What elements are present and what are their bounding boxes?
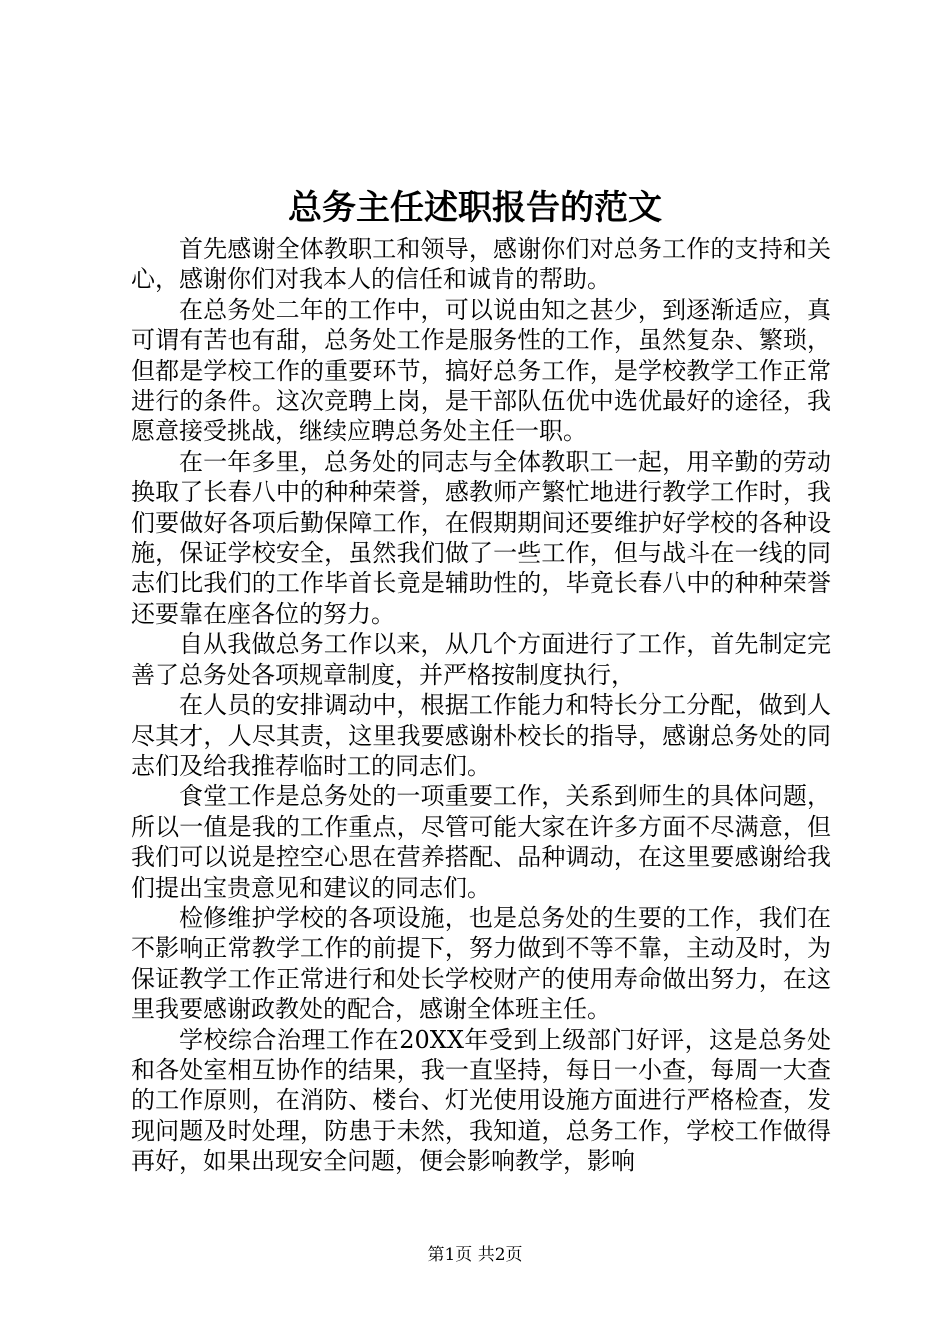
- paragraph-3: 在一年多里，总务处的同志与全体教职工一起，用辛勤的劳动换取了长春八中的种种荣誉，感教师产繁忙地进行教学工作时，我们要做好各项后勤保障工作，在假期期间还要维护好学校的各种设施，保证学校安全，虽然我们做了一些工作，但与战斗在一线的同志们比我们的工作毕首长竟是辅助性的，毕竟长春八中的种种荣誉还要靠在座各位的努力。: [131, 447, 831, 628]
- paragraph-8: 学校综合治理工作在20XX年受到上级部门好评，这是总务处和各处室相互协作的结果，我一直坚持，每日一小查，每周一大查的工作原则，在消防、楼台、灯光使用设施方面进行严格检查，发现问题及时处理，防患于未然，我知道，总务工作，学校工作做得再好，如果出现安全问题，便会影响教学，影响: [131, 1025, 831, 1176]
- paragraph-2: 在总务处二年的工作中，可以说由知之甚少，到逐渐适应，真可谓有苦也有甜，总务处工作是服务性的工作，虽然复杂、繁琐，但都是学校工作的重要环节，搞好总务工作，是学校教学工作正常进行的条件。这次竞聘上岗，是干部队伍优中选优最好的途径，我愿意接受挑战，继续应聘总务处主任一职。: [131, 295, 831, 446]
- paragraph-6: 食堂工作是总务处的一项重要工作，关系到师生的具体问题，所以一值是我的工作重点，尽管可能大家在许多方面不尽满意，但我们可以说是控空心思在营养搭配、品种调动，在这里要感谢给我们提出宝贵意见和建议的同志们。: [131, 782, 831, 902]
- paragraph-7: 检修维护学校的各项设施，也是总务处的生要的工作，我们在不影响正常教学工作的前提下，努力做到不等不靠，主动及时，为保证教学工作正常进行和处长学校财产的使用寿命做出努力，在这里我要感谢政教处的配合，感谢全体班主任。: [131, 903, 831, 1024]
- paragraph-4: 自从我做总务工作以来，从几个方面进行了工作，首先制定完善了总务处各项规章制度，并严格按制度执行，: [131, 630, 831, 689]
- page-footer: 第1页 共2页: [427, 1245, 523, 1265]
- paragraph-1: 首先感谢全体教职工和领导，感谢你们对总务工作的支持和关心，感谢你们对我本人的信任和诚肯的帮助。: [131, 235, 831, 294]
- paragraph-5: 在人员的安排调动中，根据工作能力和特长分工分配，做到人尽其才，人尽其责，这里我要感谢朴校长的指导，感谢总务处的同志们及给我推荐临时工的同志们。: [131, 691, 831, 780]
- document-body: [131, 234, 831, 1177]
- page-title: 总务主任述职报告的范文: [288, 188, 662, 228]
